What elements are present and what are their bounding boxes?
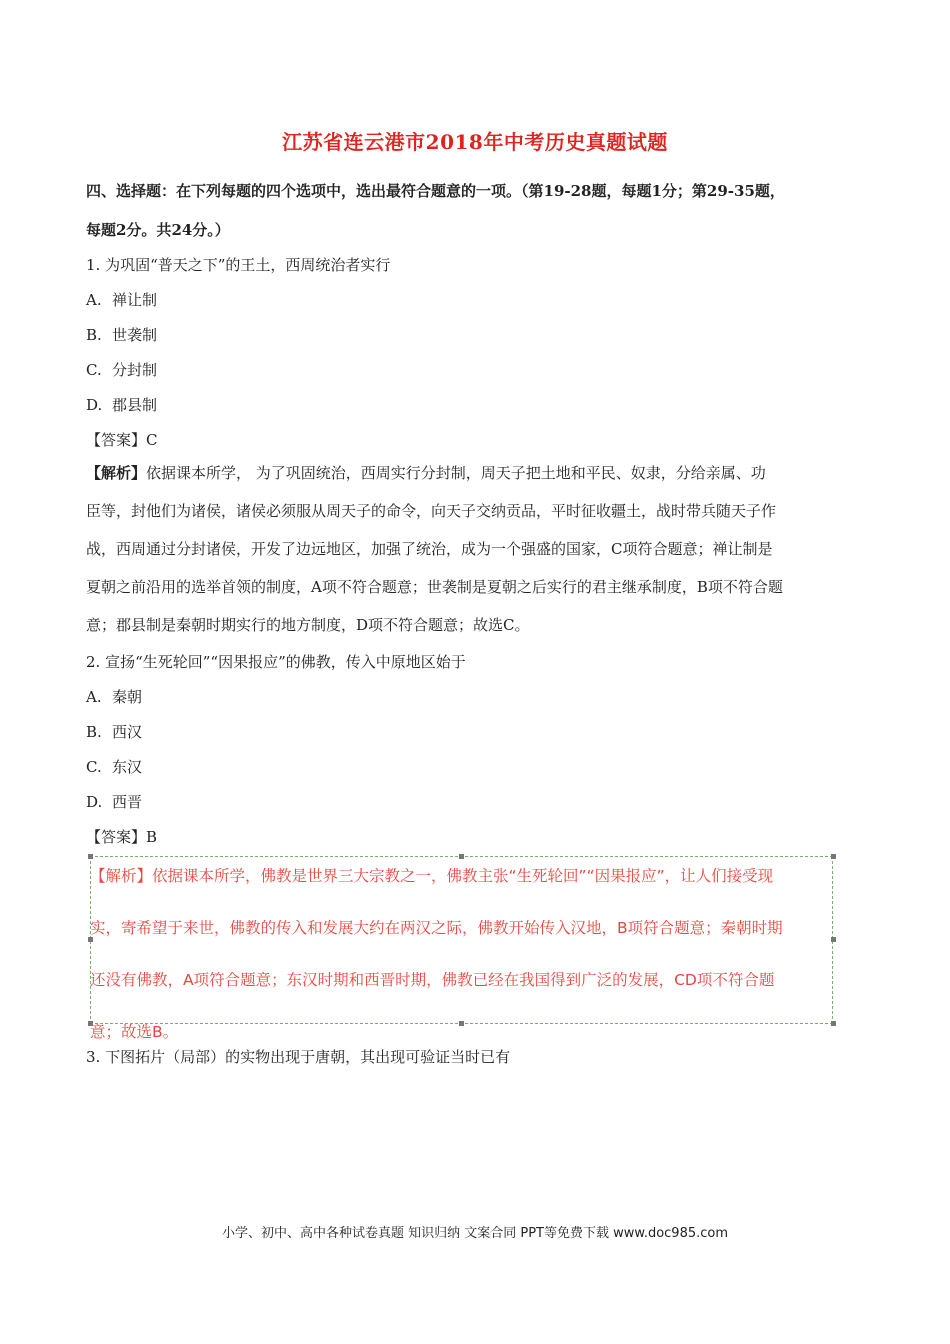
q1-analysis [86, 454, 868, 644]
q2-option-a: A. 秦朝 [86, 688, 143, 706]
q1-analysis-label: 【解析】 [86, 464, 147, 482]
q1-analysis-line: 臣等，封他们为诸侯，诸侯必须服从周天子的命令，向天子交纳贡品，平时征收疆土，战时带兵随天子作 [86, 502, 777, 520]
q1-analysis-line: 战，西周通过分封诸侯，开发了边远地区，加强了统治，成为一个强盛的国家，C项符合题意；禅让制是 [86, 540, 773, 558]
q2-analysis [90, 850, 842, 1058]
section-header-line1: 四、选择题：在下列每题的四个选项中，选出最符合题意的一项。（第19-28题，每题1分；第29-35题， [86, 182, 785, 200]
section-header-line2: 每题2分。共24分。） [86, 221, 230, 239]
page-footer: 小学、初中、高中各种试卷真题 知识归纳 文案合同 PPT等免费下载 www.doc985.com [221, 1226, 729, 1241]
q2-option-d: D. 西晋 [86, 793, 143, 811]
q2-stem: 2. 宣扬“生死轮回”“因果报应”的佛教，传入中原地区始于 [86, 653, 466, 671]
q1-option-d: D. 郡县制 [86, 396, 158, 414]
q1-analysis-line: 意；郡县制是秦朝时期实行的地方制度，D项不符合题意；故选C。 [86, 616, 530, 634]
q2-analysis-line: 意；故选B。 [90, 1023, 179, 1041]
q2-analysis-line: 还没有佛教，A项符合题意；东汉时期和西晋时期，佛教已经在我国得到广泛的发展，CD项不符合题 [90, 971, 775, 989]
q1-analysis-line: 夏朝之前沿用的选举首领的制度，A项不符合题意；世袭制是夏朝之后实行的君主继承制度，B项不符合题 [86, 578, 783, 596]
q2-analysis-line: 实，寄希望于来世，佛教的传入和发展大约在两汉之际，佛教开始传入汉地，B项符合题意；秦朝时期 [90, 919, 783, 937]
q1-option-a: A. 禅让制 [86, 291, 158, 309]
q2-option-c: C. 东汉 [86, 758, 143, 776]
q1-answer: 【答案】C [86, 431, 158, 449]
q3-stem: 3. 下图拓片（局部）的实物出现于唐朝，其出现可验证当时已有 [86, 1048, 511, 1066]
q1-analysis-line: 【解析】依据课本所学， 为了巩固统治，西周实行分封制，周天子把土地和平民、奴隶，分给亲属、功 [86, 464, 766, 482]
q1-option-c: C. 分封制 [86, 361, 158, 379]
q2-option-b: B. 西汉 [86, 723, 143, 741]
q1-stem: 1. 为巩固“普天之下”的王土，西周统治者实行 [86, 256, 391, 274]
page-title: 江苏省连云港市2018年中考历史真题试题 [282, 130, 668, 154]
q2-analysis-line: 【解析】依据课本所学，佛教是世界三大宗教之一，佛教主张“生死轮回”“因果报应”，让人们接受现 [90, 867, 774, 885]
q2-answer: 【答案】B [86, 828, 158, 846]
q1-option-b: B. 世袭制 [86, 326, 158, 344]
